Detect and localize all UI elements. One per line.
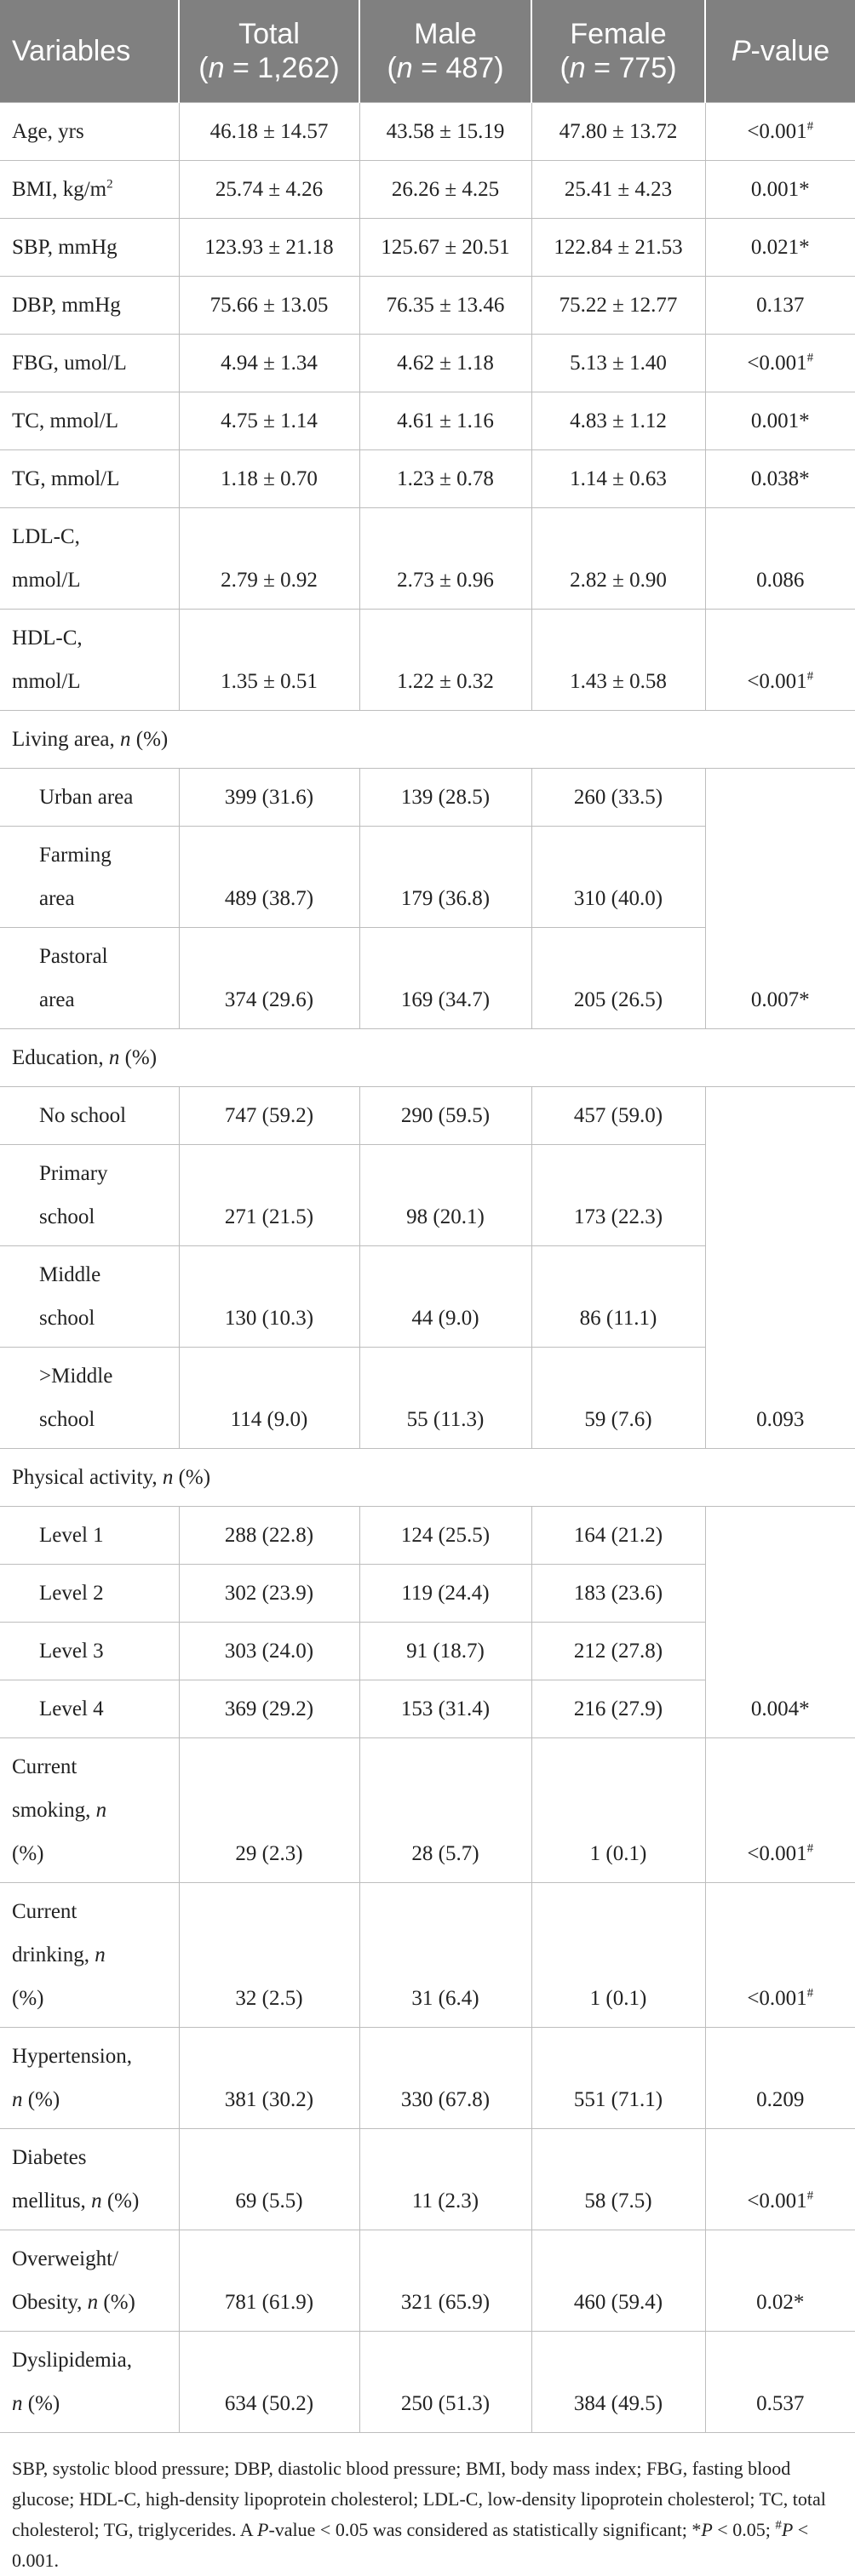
row-label: DBP, mmHg [0, 276, 179, 334]
row-label: LDL-C, mmol/L [0, 507, 179, 609]
row-label: Age, yrs [0, 102, 179, 160]
cell-total: 271 (21.5) [179, 1144, 359, 1245]
section-row-living-area [0, 710, 855, 768]
table-row [0, 449, 855, 507]
row-label: Level 4 [0, 1680, 179, 1737]
row-label: >Middle school [0, 1347, 179, 1448]
cell-male: 179 (36.8) [359, 826, 531, 927]
cell-total: 399 (31.6) [179, 768, 359, 826]
cell-pvalue: 0.137 [705, 276, 855, 334]
cell-female: 1 (0.1) [531, 1882, 705, 2027]
cell-pvalue: <0.001# [705, 334, 855, 392]
cell-total: 4.94 ± 1.34 [179, 334, 359, 392]
table-row [0, 609, 855, 710]
cell-male: 169 (34.7) [359, 927, 531, 1028]
cell-pvalue: 0.093 [705, 1086, 855, 1448]
cell-male: 91 (18.7) [359, 1622, 531, 1680]
cell-total: 46.18 ± 14.57 [179, 102, 359, 160]
row-label: No school [0, 1086, 179, 1144]
section-header: Physical activity, n (%) [0, 1448, 855, 1506]
row-label: Current drinking, n (%) [0, 1882, 179, 2027]
cell-pvalue: <0.001# [705, 2128, 855, 2230]
cell-total: 69 (5.5) [179, 2128, 359, 2230]
cell-male: 124 (25.5) [359, 1506, 531, 1564]
cell-total: 130 (10.3) [179, 1245, 359, 1347]
cell-total: 374 (29.6) [179, 927, 359, 1028]
table-row [0, 507, 855, 609]
section-row-education [0, 1028, 855, 1086]
table-row [0, 334, 855, 392]
row-label: Dyslipidemia, n (%) [0, 2331, 179, 2432]
cell-total: 781 (61.9) [179, 2230, 359, 2331]
cell-pvalue: <0.001# [705, 1737, 855, 1882]
table-row [0, 160, 855, 218]
row-label: Current smoking, n (%) [0, 1737, 179, 1882]
cell-female: 2.82 ± 0.90 [531, 507, 705, 609]
cell-male: 31 (6.4) [359, 1882, 531, 2027]
cell-pvalue: 0.021* [705, 218, 855, 276]
cell-pvalue: 0.004* [705, 1506, 855, 1737]
cell-female: 216 (27.9) [531, 1680, 705, 1737]
cell-male: 1.23 ± 0.78 [359, 449, 531, 507]
row-label: HDL-C, mmol/L [0, 609, 179, 710]
cell-pvalue: 0.537 [705, 2331, 855, 2432]
cell-male: 330 (67.8) [359, 2027, 531, 2128]
cell-female: 205 (26.5) [531, 927, 705, 1028]
cell-female: 47.80 ± 13.72 [531, 102, 705, 160]
cell-total: 75.66 ± 13.05 [179, 276, 359, 334]
cell-total: 123.93 ± 21.18 [179, 218, 359, 276]
table-row [0, 276, 855, 334]
cell-male: 26.26 ± 4.25 [359, 160, 531, 218]
cell-female: 457 (59.0) [531, 1086, 705, 1144]
cell-male: 98 (20.1) [359, 1144, 531, 1245]
cell-total: 381 (30.2) [179, 2027, 359, 2128]
cell-male: 125.67 ± 20.51 [359, 218, 531, 276]
cell-male: 139 (28.5) [359, 768, 531, 826]
cell-male: 119 (24.4) [359, 1564, 531, 1622]
cell-female: 551 (71.1) [531, 2027, 705, 2128]
cell-total: 4.75 ± 1.14 [179, 392, 359, 449]
table-footnote: SBP, systolic blood pressure; DBP, diastolic blood pressure; BMI, body mass index; FBG, fasting blood glucose; HDL-C, high-density lipoprotein cholesterol; LDL-C, low-density lipoprotein cholesterol; TC, total cholesterol; TG, triglycerides. A P-value < 0.05 was considered as statistically significant; *P < 0.05; #P < 0.001. [12, 2458, 826, 2571]
row-label: Primary school [0, 1144, 179, 1245]
header-female: Female (n = 775) [531, 0, 705, 102]
table-row [0, 1506, 855, 1564]
cell-male: 1.22 ± 0.32 [359, 609, 531, 710]
table-row [0, 1882, 855, 2027]
cell-male: 4.61 ± 1.16 [359, 392, 531, 449]
table-row [0, 218, 855, 276]
row-label: Level 3 [0, 1622, 179, 1680]
cell-male: 44 (9.0) [359, 1245, 531, 1347]
cell-total: 25.74 ± 4.26 [179, 160, 359, 218]
cell-female: 59 (7.6) [531, 1347, 705, 1448]
row-label: Diabetes mellitus, n (%) [0, 2128, 179, 2230]
cell-female: 25.41 ± 4.23 [531, 160, 705, 218]
cell-pvalue: 0.001* [705, 392, 855, 449]
cell-male: 4.62 ± 1.18 [359, 334, 531, 392]
table-row [0, 102, 855, 160]
row-label: TC, mmol/L [0, 392, 179, 449]
cell-total: 1.35 ± 0.51 [179, 609, 359, 710]
cell-female: 75.22 ± 12.77 [531, 276, 705, 334]
section-row-physical-activity [0, 1448, 855, 1506]
table-row [0, 2331, 855, 2432]
table-row [0, 768, 855, 826]
cell-pvalue: 0.02* [705, 2230, 855, 2331]
cell-male: 250 (51.3) [359, 2331, 531, 2432]
table-row [0, 1086, 855, 1144]
cell-male: 43.58 ± 15.19 [359, 102, 531, 160]
table-row [0, 392, 855, 449]
cell-female: 384 (49.5) [531, 2331, 705, 2432]
table-row [0, 2128, 855, 2230]
table-header-row [0, 0, 855, 102]
section-header: Education, n (%) [0, 1028, 855, 1086]
cell-female: 460 (59.4) [531, 2230, 705, 2331]
cell-total: 2.79 ± 0.92 [179, 507, 359, 609]
cell-female: 212 (27.8) [531, 1622, 705, 1680]
cell-male: 2.73 ± 0.96 [359, 507, 531, 609]
cell-female: 86 (11.1) [531, 1245, 705, 1347]
row-label: Farming area [0, 826, 179, 927]
section-header: Living area, n (%) [0, 710, 855, 768]
cell-female: 164 (21.2) [531, 1506, 705, 1564]
cell-total: 32 (2.5) [179, 1882, 359, 2027]
row-label: SBP, mmHg [0, 218, 179, 276]
cell-female: 260 (33.5) [531, 768, 705, 826]
cell-male: 153 (31.4) [359, 1680, 531, 1737]
cell-male: 28 (5.7) [359, 1737, 531, 1882]
header-variables: Variables [0, 0, 179, 102]
cell-pvalue: 0.086 [705, 507, 855, 609]
row-label: BMI, $kg/m^2$ [0, 160, 179, 218]
row-label: Middle school [0, 1245, 179, 1347]
table-row [0, 2027, 855, 2128]
cell-male: 55 (11.3) [359, 1347, 531, 1448]
cell-female: 1 (0.1) [531, 1737, 705, 1882]
table-row [0, 2230, 855, 2331]
header-male: Male (n = 487) [359, 0, 531, 102]
cell-total: 369 (29.2) [179, 1680, 359, 1737]
cell-female: 58 (7.5) [531, 2128, 705, 2230]
row-label: Urban area [0, 768, 179, 826]
cell-total: 288 (22.8) [179, 1506, 359, 1564]
cell-total: 302 (23.9) [179, 1564, 359, 1622]
cell-male: 290 (59.5) [359, 1086, 531, 1144]
cell-female: 173 (22.3) [531, 1144, 705, 1245]
row-label: Overweight/ Obesity, n (%) [0, 2230, 179, 2331]
row-label: Hypertension, n (%) [0, 2027, 179, 2128]
cell-pvalue: <0.001# [705, 609, 855, 710]
table-row [0, 1737, 855, 1882]
cell-female: 183 (23.6) [531, 1564, 705, 1622]
row-label: Level 2 [0, 1564, 179, 1622]
cell-total: 114 (9.0) [179, 1347, 359, 1448]
row-label: Pastoral area [0, 927, 179, 1028]
cell-pvalue: 0.001* [705, 160, 855, 218]
header-pvalue: P-value [705, 0, 855, 102]
cell-male: 76.35 ± 13.46 [359, 276, 531, 334]
cell-female: 1.14 ± 0.63 [531, 449, 705, 507]
cell-pvalue: <0.001# [705, 102, 855, 160]
header-total: Total (n = 1,262) [179, 0, 359, 102]
cell-pvalue: <0.001# [705, 1882, 855, 2027]
cell-female: 122.84 ± 21.53 [531, 218, 705, 276]
row-label: TG, mmol/L [0, 449, 179, 507]
cell-female: 310 (40.0) [531, 826, 705, 927]
cell-female: 4.83 ± 1.12 [531, 392, 705, 449]
row-label: FBG, umol/L [0, 334, 179, 392]
cell-total: 489 (38.7) [179, 826, 359, 927]
row-label: Level 1 [0, 1506, 179, 1564]
cell-pvalue: 0.209 [705, 2027, 855, 2128]
cell-total: 747 (59.2) [179, 1086, 359, 1144]
cell-total: 1.18 ± 0.70 [179, 449, 359, 507]
cell-female: 1.43 ± 0.58 [531, 609, 705, 710]
cell-female: 5.13 ± 1.40 [531, 334, 705, 392]
cell-total: 634 (50.2) [179, 2331, 359, 2432]
cell-total: 29 (2.3) [179, 1737, 359, 1882]
cell-pvalue: 0.038* [705, 449, 855, 507]
cell-pvalue: 0.007* [705, 768, 855, 1028]
cell-male: 11 (2.3) [359, 2128, 531, 2230]
cell-male: 321 (65.9) [359, 2230, 531, 2331]
cell-total: 303 (24.0) [179, 1622, 359, 1680]
